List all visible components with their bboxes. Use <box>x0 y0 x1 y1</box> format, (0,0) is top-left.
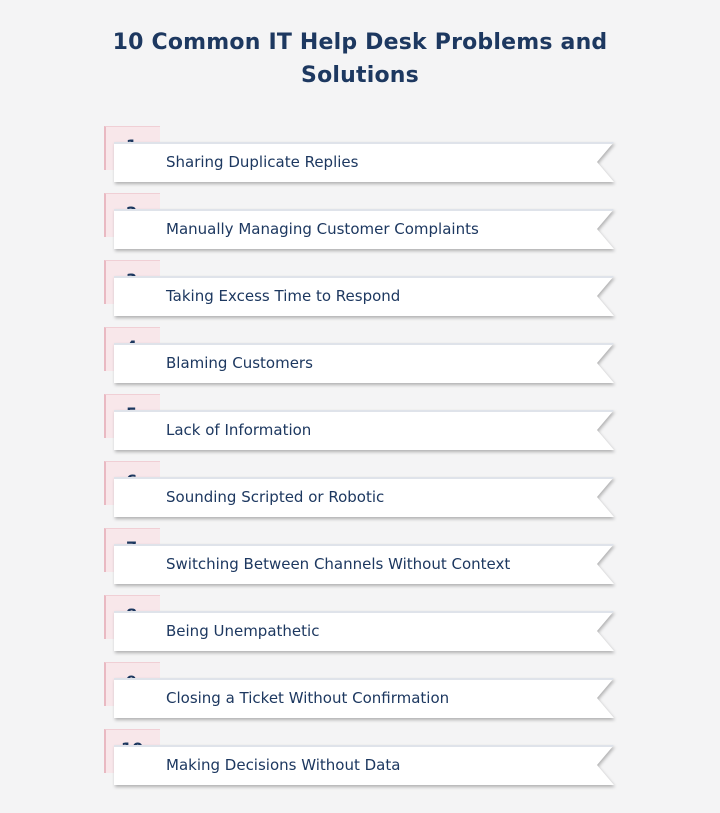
page-title: 10 Common IT Help Desk Problems and Solutions <box>112 30 608 88</box>
ribbon-banner <box>114 611 614 651</box>
ribbon-banner <box>114 678 614 718</box>
item-label: Lack of Information <box>166 421 312 439</box>
list-item <box>104 260 616 320</box>
ribbon-banner <box>114 410 614 450</box>
item-label: Switching Between Channels Without Context <box>166 555 511 573</box>
ribbon-banner <box>114 544 614 584</box>
problem-list <box>104 126 616 796</box>
list-item <box>104 595 616 655</box>
ribbon-banner <box>114 343 614 383</box>
list-item <box>104 327 616 387</box>
item-label: Blaming Customers <box>166 354 313 372</box>
list-item <box>104 193 616 253</box>
ribbon-banner <box>114 745 614 785</box>
item-label: Sounding Scripted or Robotic <box>166 488 385 506</box>
item-label: Making Decisions Without Data <box>166 756 401 774</box>
item-label: Being Unempathetic <box>166 622 320 640</box>
ribbon-banner <box>114 209 614 249</box>
ribbon-banner <box>114 276 614 316</box>
item-label: Taking Excess Time to Respond <box>166 287 401 305</box>
list-item <box>104 394 616 454</box>
item-label: Sharing Duplicate Replies <box>166 153 359 171</box>
list-item <box>104 461 616 521</box>
item-label: Manually Managing Customer Complaints <box>166 220 479 238</box>
list-item <box>104 126 616 186</box>
list-item <box>104 662 616 722</box>
ribbon-banner <box>114 477 614 517</box>
list-item <box>104 729 616 789</box>
item-label: Closing a Ticket Without Confirmation <box>166 689 450 707</box>
list-item <box>104 528 616 588</box>
ribbon-banner <box>114 142 614 182</box>
